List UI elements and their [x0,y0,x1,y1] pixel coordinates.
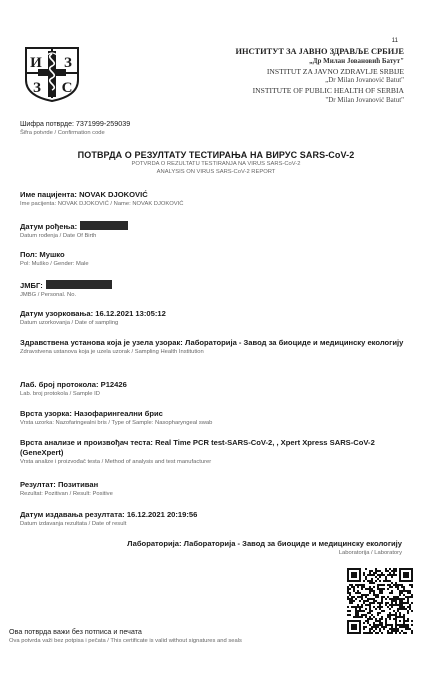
institute-quote-cyrillic: „Др Милан Јовановић Батут" [309,56,404,65]
logo-letter-4: С [61,80,73,96]
dob-sub: Datum rođenja / Date Of Birth [20,233,97,239]
laboratory-sub: Laboratorija / Laboratory [338,550,402,556]
laboratory-value: Лабораторија - Завод за биоциде и медицинску екологију [183,539,402,548]
field-result [20,480,415,498]
protocol-sub: Lab. broj protokola / Sample ID [20,391,100,397]
caduceus-crest-icon [24,46,80,102]
dob-label: Датум рођења: [20,222,78,231]
institution-label: Здравствена установа која је узела узорак: [20,338,183,347]
gender-value: Мушко [39,250,65,259]
laboratory-block [127,539,402,557]
result-date-value: 16.12.2021 20:19:56 [126,510,198,519]
logo-letter-3: З [33,80,41,96]
field-date-of-birth [20,221,415,240]
patient-name-sub: Ime pacijenta: NOVAK DJOKOVIĆ / Name: NOVAK DJOKOVIĆ [20,201,184,207]
institute-quote-english: "Dr Milan Jovanović Batut" [325,95,404,104]
confirmation-code [20,119,130,138]
result-label: Резултат: [20,480,56,489]
sample-type-value: Назофарингеални брис [74,409,163,418]
institute-header [174,47,404,106]
patient-name-value: NOVAK DJOKOVIĆ [79,190,148,199]
jmbg-sub: JMBG / Personal. No. [20,292,77,298]
qr-code-icon [347,568,413,634]
confirmation-code-sub: Šifra potvrde / Confirmation code [20,130,105,136]
redaction-bar [80,221,128,230]
patient-name-label: Име пацијента: [20,190,77,199]
logo-letter-1: И [30,55,42,71]
title-main: ПОТВРДА О РЕЗУЛТАТУ ТЕСТИРАЊА НА ВИРУС SARS-CoV-2 [77,150,355,160]
gender-label: Пол: [20,250,38,259]
laboratory-label: Лабораторија: [127,539,182,548]
confirmation-code-value: 7371999-259039 [75,119,131,128]
title-latin: POTVRDA O REZULTATU TESTIRANJA NA VIRUS SARS-CoV-2 [131,161,301,167]
sampling-date-label: Датум узорковања: [20,309,94,318]
validity-note-main: Ова потврда важи без потписа и печата [9,627,142,636]
field-sampling-institution [20,338,415,356]
result-value: Позитиван [57,480,99,489]
redaction-bar [46,280,112,289]
result-date-label: Датум издавања резултата: [20,510,125,519]
sampling-date-sub: Datum uzorkovanja / Date of sampling [20,320,119,326]
field-patient-name [20,190,415,208]
jmbg-label: ЈМБГ: [20,281,43,290]
field-sampling-date [20,309,415,327]
result-sub: Rezultat: Pozitivan / Result: Positive [20,491,113,497]
sample-type-label: Врста узорка: [20,409,72,418]
logo-letter-2: З [64,55,72,71]
confirmation-code-label: Шифра потврде: [20,121,74,128]
analysis-value: Real Time PCR test-SARS-CoV-2, , Xpert Xpress SARS-CoV-2 (GeneXpert) [20,438,375,457]
sample-type-sub: Vrsta uzorka: Nazofaringealni bris / Type of Sample: Nasopharyngeal swab [20,420,213,426]
validity-note [9,627,242,645]
institution-sub: Zdravstvena ustanova koja je uzela uzorak / Sampling Health Institution [20,349,204,355]
document-title [0,150,432,176]
institute-name-latin: INSTITUT ZA JAVNO ZDRAVLJE SRBIJE [266,66,404,76]
protocol-value: P12426 [100,380,127,389]
analysis-label: Врста анализе и произвођач теста: [20,438,153,447]
field-gender [20,250,415,268]
field-protocol-number [20,380,415,398]
institute-quote-latin: „Dr Milan Jovanović Batut" [325,76,404,85]
page-number: 11 [391,38,398,44]
institute-name-english: INSTITUTE OF PUBLIC HEALTH OF SERBIA [252,86,404,96]
field-personal-number [20,280,415,299]
institute-name-cyrillic: ИНСТИТУТ ЗА ЈАВНО ЗДРАВЉЕ СРБИЈЕ [235,47,404,56]
protocol-label: Лаб. број протокола: [20,380,99,389]
field-sample-type [20,409,415,427]
field-result-date [20,510,415,528]
sampling-date-value: 16.12.2021 13:05:12 [95,309,166,318]
result-date-sub: Datum izdavanja rezultata / Date of result [20,521,127,527]
validity-note-sub: Ova potvrda važi bez potpisa i pečata / This certificate is valid without signatures and seals [9,638,242,644]
analysis-sub: Vrsta analize i proizvođač testa / Method of analysis and test manufacturer [20,459,212,465]
institution-value: Лабораторија - Завод за биоциде и медицинску екологију [184,338,404,347]
field-analysis-method [20,438,415,466]
title-english: ANALYSIS ON VIRUS SARS-CoV-2 REPORT [156,169,276,175]
gender-sub: Pol: Muško / Gender: Male [20,261,89,267]
